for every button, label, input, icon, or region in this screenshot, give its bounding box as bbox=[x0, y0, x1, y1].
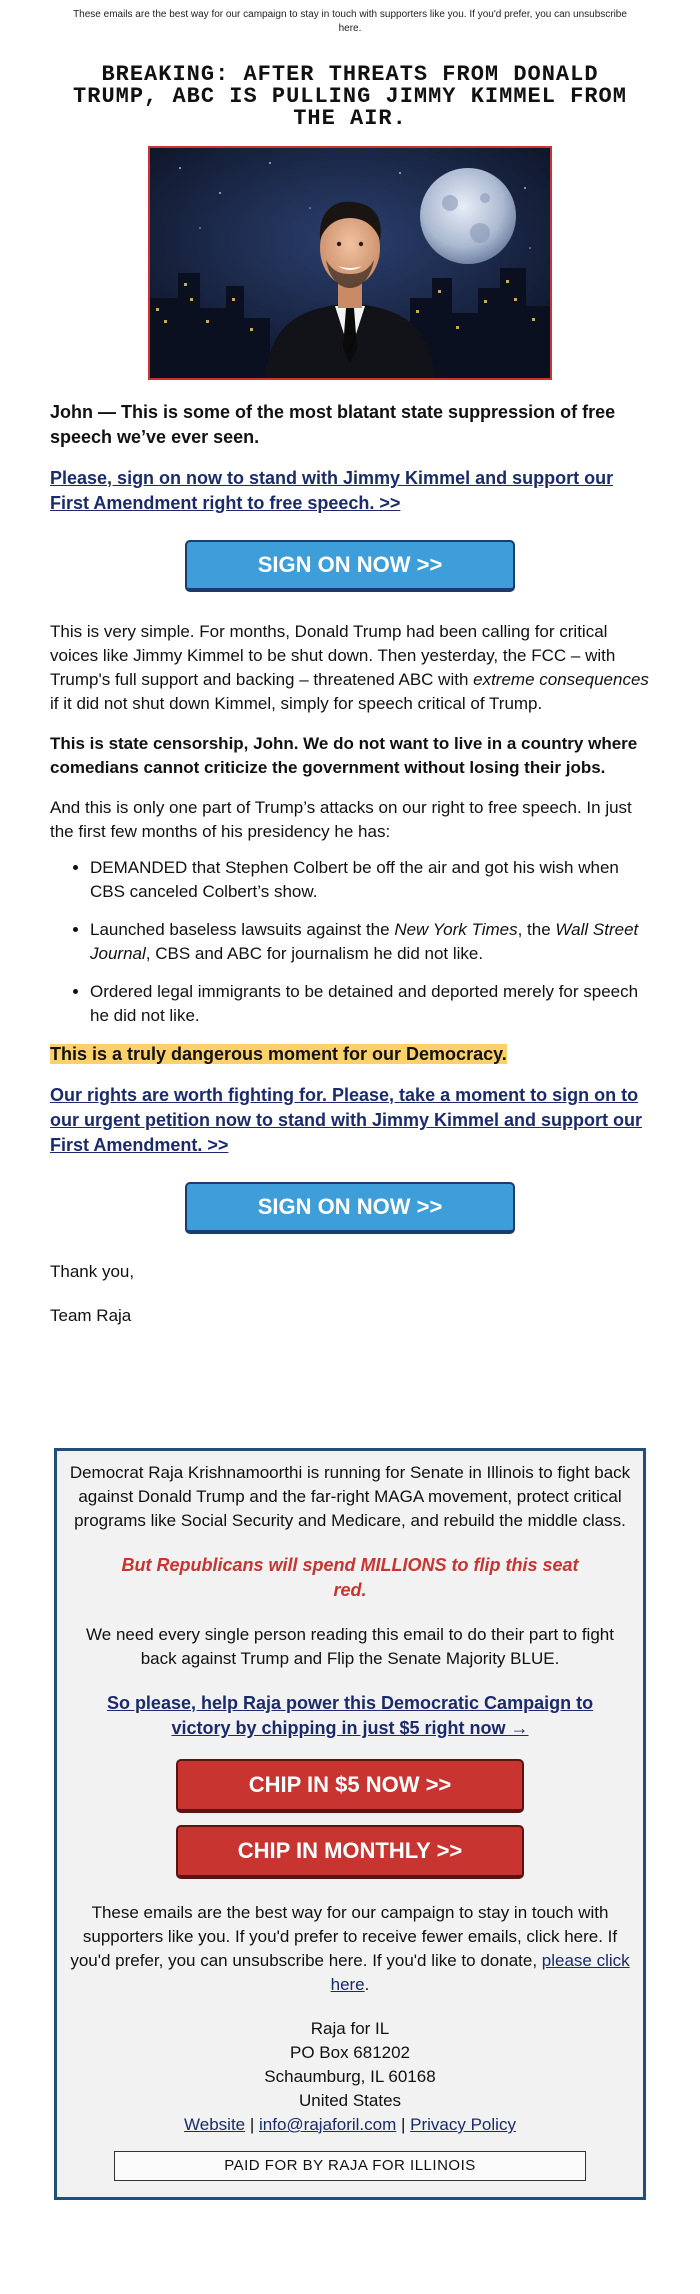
body-paragraph-2: This is state censorship, John. We do not want to live in a country where comedians cannot criticize the government without losing their jobs. bbox=[50, 734, 638, 777]
highlight-text: This is a truly dangerous moment for our Democracy. bbox=[50, 1044, 507, 1064]
donate-click-here-link[interactable]: please click here bbox=[330, 1951, 630, 1994]
moon-graphic bbox=[420, 168, 516, 264]
po-box: PO Box 681202 bbox=[289, 2043, 411, 2062]
footer-links bbox=[67, 2113, 633, 2137]
list-item: • DEMANDED that Stephen Colbert be off the air and got his wish when CBS canceled Colbert’s show. bbox=[90, 856, 650, 904]
para1-text-start: This is very simple. For months, Donald Trump had been calling for critical voices like Jimmy Kimmel to be shut down. Then yesterday, the FCC – with Trump's full support and backing – threatened ABC with bbox=[50, 622, 616, 689]
hero-image bbox=[148, 146, 552, 380]
thanks-text: Thank you, bbox=[50, 1262, 135, 1281]
footer-ask: We need every single person reading this email to do their part to fight back against Trump and Flip the Senate Majority BLUE. bbox=[86, 1625, 614, 1668]
lead-paragraph: John — This is some of the most blatant state suppression of free speech we’ve ever seen. bbox=[50, 402, 616, 447]
bullet2-emphasis-nyt: New York Times bbox=[394, 920, 518, 939]
privacy-policy-link[interactable]: Privacy Policy bbox=[410, 2115, 516, 2134]
bullet2-text-end: , CBS and ABC for journalism he did not like. bbox=[145, 944, 484, 963]
para1-text-end: if it did not shut down Kimmel, simply for speech critical of Trump. bbox=[50, 694, 543, 713]
paid-for-disclaimer: PAID FOR BY RAJA FOR ILLINOIS bbox=[114, 2151, 586, 2181]
headline: BREAKING: AFTER THREATS FROM DONALD TRUMP, ABC IS PULLING JIMMY KIMMEL FROM THE AIR. bbox=[73, 62, 627, 131]
link-separator: | bbox=[396, 2115, 411, 2134]
footer-intro: Democrat Raja Krishnamoorthi is running for Senate in Illinois to fight back against Donald Trump and the far-right MAGA movement, protect critical programs like Social Security and Medicare, and rebuild the middle class. bbox=[69, 1463, 631, 1530]
email-link[interactable]: info@rajaforil.com bbox=[259, 2115, 397, 2134]
link-separator: | bbox=[245, 2115, 260, 2134]
city-state-zip: Schaumburg, IL 60168 bbox=[264, 2067, 436, 2086]
mailing-address bbox=[67, 2017, 633, 2137]
chip-in-monthly-button[interactable]: CHIP IN MONTHLY >> bbox=[176, 1825, 524, 1879]
body-paragraph-1 bbox=[50, 620, 650, 716]
list-item bbox=[90, 918, 650, 966]
list-item: • Ordered legal immigrants to be detained and deported merely for speech he did not like. bbox=[90, 980, 650, 1028]
petition-link-bottom[interactable]: Our rights are worth fighting for. Please, take a moment to sign on to our urgent petition now to stand with Jimmy Kimmel and support our First Amendment. >> bbox=[50, 1085, 643, 1155]
unsubscribe-period: . bbox=[364, 1975, 370, 1994]
unsubscribe-paragraph bbox=[67, 1901, 633, 1997]
attacks-list bbox=[50, 856, 650, 1028]
signature-text: Team Raja bbox=[50, 1306, 132, 1325]
country: United States bbox=[298, 2091, 402, 2110]
bullet2-text-mid: , the bbox=[517, 920, 556, 939]
para1-emphasis: extreme consequences bbox=[473, 670, 649, 689]
email-body bbox=[40, 64, 660, 1328]
org-name: Raja for IL bbox=[310, 2019, 390, 2038]
sign-on-button-top[interactable]: SIGN ON NOW >> bbox=[185, 540, 515, 592]
footer-box bbox=[54, 1448, 646, 2200]
chip-in-5-button[interactable]: CHIP IN $5 NOW >> bbox=[176, 1759, 524, 1813]
highlight-paragraph bbox=[50, 1042, 650, 1067]
body-paragraph-3: And this is only one part of Trump’s attacks on our right to free speech. In just the first few months of his presidency he has: bbox=[50, 798, 632, 841]
unsubscribe-text: These emails are the best way for our campaign to stay in touch with supporters like you. If you'd prefer to receive fewer emails, click here. If you'd prefer, you can unsubscribe here. If you'd like to donate, bbox=[70, 1903, 618, 1970]
preheader-text: These emails are the best way for our campaign to stay in touch with supporters like you. If you'd prefer, you can unsubscribe here. bbox=[73, 9, 627, 34]
sign-on-button-bottom[interactable]: SIGN ON NOW >> bbox=[185, 1182, 515, 1234]
petition-link-top[interactable]: Please, sign on now to stand with Jimmy Kimmel and support our First Amendment right to free speech. >> bbox=[50, 468, 614, 513]
donate-link[interactable]: So please, help Raja power this Democratic Campaign to victory by chipping in just $5 right now → bbox=[106, 1693, 594, 1738]
bullet2-emphasis-wsj: Wall Street Journal bbox=[90, 920, 639, 963]
bullet2-text-start: Launched baseless lawsuits against the bbox=[90, 920, 395, 939]
footer-warning: But Republicans will spend MILLIONS to flip this seat red. bbox=[121, 1555, 579, 1600]
website-link[interactable]: Website bbox=[184, 2115, 246, 2134]
